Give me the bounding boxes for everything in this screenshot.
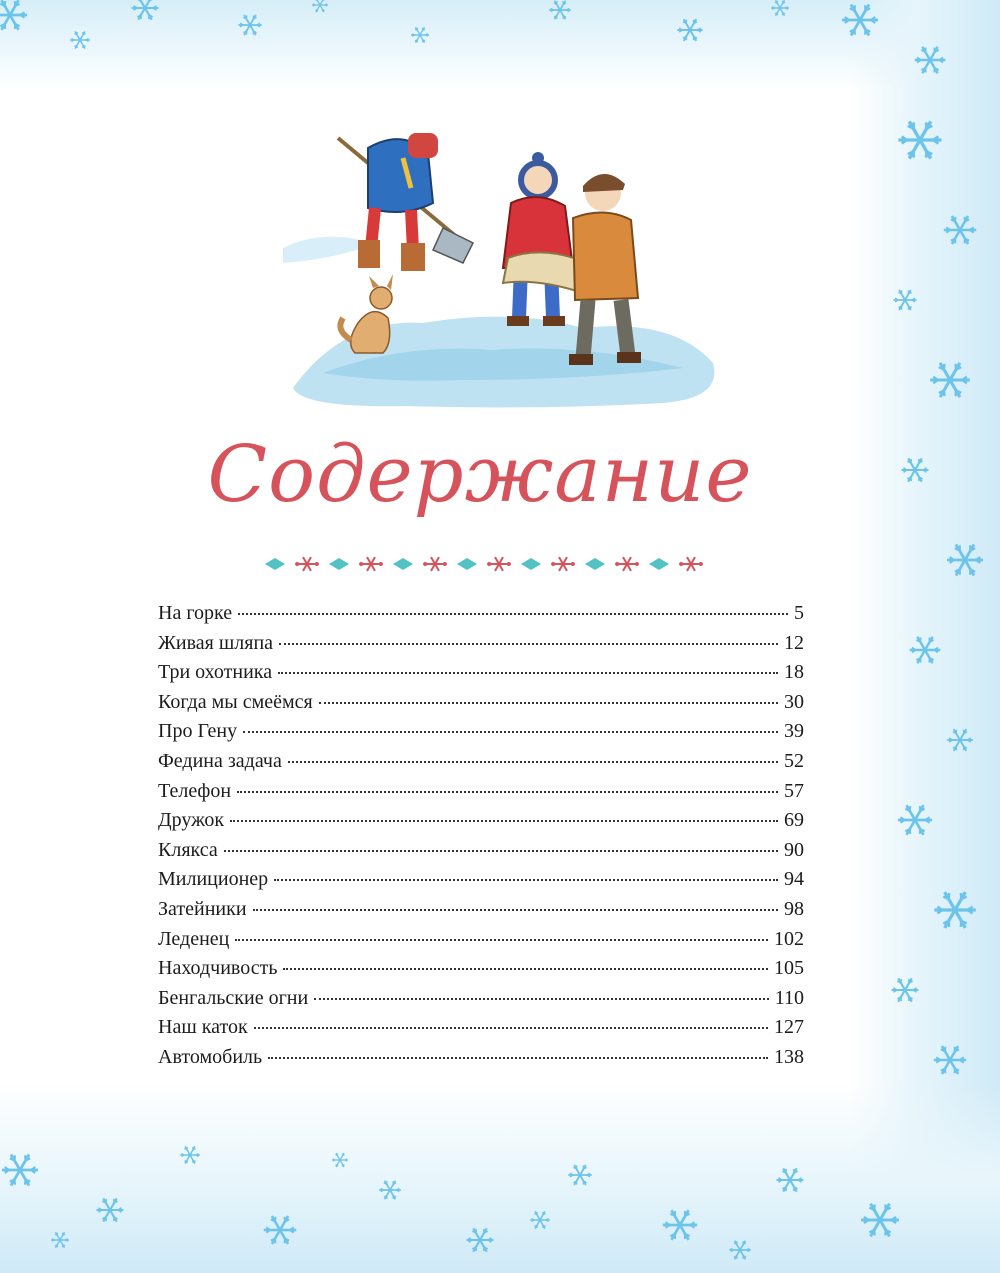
snowflake-icon — [567, 1162, 593, 1188]
toc-entry-title: Когда мы смеёмся — [158, 690, 313, 713]
toc-entry-page-number: 30 — [784, 690, 804, 713]
snowflake-icon — [896, 801, 934, 839]
toc-entry-page-number: 5 — [794, 602, 804, 624]
toc-dot-leader — [235, 939, 768, 941]
snowflake-icon — [378, 1178, 402, 1202]
toc-entry[interactable] — [158, 1046, 804, 1076]
red-snowflake-icon — [491, 557, 507, 571]
toc-entry-page-number: 105 — [774, 957, 804, 980]
toc-entry-page-number: 127 — [774, 1016, 804, 1039]
toc-entry[interactable] — [158, 691, 804, 721]
toc-entry[interactable] — [158, 898, 804, 928]
snowflake-icon — [890, 975, 920, 1005]
toc-entry-page-number: 39 — [784, 720, 804, 743]
snowflake-icon — [179, 1144, 201, 1166]
toc-dot-leader — [283, 968, 768, 970]
toc-dot-leader — [279, 643, 778, 645]
toc-entry-title: Живая шляпа — [158, 631, 274, 654]
snowflake-icon — [311, 0, 329, 14]
snowflake-icon — [676, 16, 704, 44]
toc-entry[interactable] — [158, 809, 804, 839]
toc-entry[interactable] — [158, 602, 804, 632]
snowflake-icon — [95, 1195, 125, 1225]
snowflake-icon — [728, 1238, 752, 1262]
red-dot-icon — [379, 562, 383, 566]
children-shoveling-snow-illustration — [283, 118, 723, 410]
toc-dot-leader — [230, 820, 778, 822]
snowflake-icon — [775, 1165, 805, 1195]
dog-figure — [340, 274, 393, 353]
toc-entry-page-number: 138 — [774, 1045, 804, 1068]
red-dot-icon — [615, 562, 619, 566]
toc-dot-leader — [254, 1027, 768, 1029]
red-snowflake-icon — [427, 557, 443, 571]
snowflake-icon — [896, 116, 944, 164]
snowflake-icon — [237, 12, 263, 38]
toc-entry-title: Дружок — [158, 809, 225, 832]
snowflake-icon — [0, 1150, 40, 1190]
toc-entry-title: Находчивость — [158, 957, 278, 980]
toc-entry-page-number: 110 — [774, 986, 804, 1009]
snowflake-icon — [913, 43, 947, 77]
page-title: Содержание — [207, 430, 753, 520]
toc-entry[interactable] — [158, 987, 804, 1017]
snowflake-icon — [661, 1206, 699, 1244]
red-dot-icon — [635, 562, 639, 566]
toc-entry[interactable] — [158, 1016, 804, 1046]
toc-entry-page-number: 98 — [784, 897, 804, 920]
toc-entry-title: Автомобиль — [158, 1045, 263, 1068]
toc-entry[interactable] — [158, 720, 804, 750]
snowflake-icon — [928, 358, 972, 402]
toc-entry-title: Леденец — [158, 927, 230, 950]
snowflake-icon — [529, 1209, 551, 1231]
snowflake-icon — [770, 0, 790, 18]
toc-dot-leader — [268, 1057, 768, 1059]
snowflake-icon — [840, 0, 880, 40]
toc-entry[interactable] — [158, 839, 804, 869]
red-dot-icon — [359, 562, 363, 566]
snowflake-icon — [946, 726, 974, 754]
child-in-red-coat-figure — [503, 152, 573, 326]
toc-entry-title: Затейники — [158, 897, 247, 920]
snowflake-icon — [942, 212, 978, 248]
table-of-contents — [158, 602, 804, 1076]
teal-diamond-icon — [585, 558, 605, 570]
toc-entry-page-number: 57 — [784, 779, 804, 802]
toc-entry-page-number: 69 — [784, 809, 804, 832]
toc-entry-title: Федина задача — [158, 749, 282, 772]
snowflake-icon — [945, 540, 985, 580]
red-snowflake-icon — [619, 557, 635, 571]
snowflake-icon — [50, 1230, 70, 1250]
ornamental-divider — [265, 553, 705, 575]
toc-dot-leader — [224, 850, 778, 852]
red-snowflake-icon — [683, 557, 699, 571]
red-snowflake-icon — [299, 557, 315, 571]
red-dot-icon — [315, 562, 319, 566]
snowflake-icon — [331, 1151, 349, 1169]
toc-entry[interactable] — [158, 780, 804, 810]
red-dot-icon — [551, 562, 555, 566]
snowflake-icon — [69, 29, 91, 51]
red-dot-icon — [423, 562, 427, 566]
toc-dot-leader — [319, 702, 778, 704]
toc-dot-leader — [238, 613, 788, 615]
toc-entry-title: Три охотника — [158, 661, 273, 684]
toc-entry-title: Бенгальские огни — [158, 986, 309, 1009]
snowflake-icon — [0, 0, 29, 34]
snowflake-icon — [130, 0, 160, 23]
snowflake-icon — [932, 1042, 968, 1078]
toc-entry-title: Наш каток — [158, 1016, 248, 1039]
snowflake-icon — [465, 1225, 495, 1255]
snowflake-icon — [548, 0, 572, 22]
red-dot-icon — [699, 562, 703, 566]
teal-diamond-icon — [521, 558, 541, 570]
toc-entry-title: Телефон — [158, 779, 232, 802]
teal-diamond-icon — [457, 558, 477, 570]
toc-entry-page-number: 94 — [784, 868, 804, 891]
snowflake-icon — [262, 1212, 298, 1248]
toc-dot-leader — [243, 731, 778, 733]
snowflake-icon — [859, 1199, 901, 1241]
red-dot-icon — [443, 562, 447, 566]
red-snowflake-icon — [363, 557, 379, 571]
teal-diamond-icon — [393, 558, 413, 570]
teal-diamond-icon — [329, 558, 349, 570]
snowflake-icon — [908, 633, 942, 667]
red-dot-icon — [507, 562, 511, 566]
toc-entry-page-number: 102 — [774, 927, 804, 950]
red-dot-icon — [487, 562, 491, 566]
toc-dot-leader — [314, 998, 769, 1000]
toc-dot-leader — [274, 879, 778, 881]
toc-entry[interactable] — [158, 868, 804, 898]
toc-entry-page-number: 90 — [784, 838, 804, 861]
toc-entry[interactable] — [158, 928, 804, 958]
toc-entry-title: На горке — [158, 602, 233, 624]
snowflake-icon — [932, 887, 978, 933]
toc-entry-title: Милиционер — [158, 868, 269, 891]
toc-dot-leader — [288, 761, 778, 763]
red-dot-icon — [295, 562, 299, 566]
snowy-frame-bottom — [0, 1083, 1000, 1273]
teal-diamond-icon — [265, 558, 285, 570]
toc-entry-page-number: 18 — [784, 661, 804, 684]
snowflake-icon — [410, 25, 430, 45]
toc-dot-leader — [237, 791, 778, 793]
toc-dot-leader — [278, 672, 778, 674]
red-dot-icon — [679, 562, 683, 566]
child-with-shovel-figure — [338, 133, 473, 271]
toc-entry-title: Клякса — [158, 838, 218, 861]
toc-entry-title: Про Гену — [158, 720, 238, 743]
red-snowflake-icon — [555, 557, 571, 571]
toc-entry[interactable] — [158, 661, 804, 691]
toc-entry-page-number: 52 — [784, 749, 804, 772]
teal-diamond-icon — [649, 558, 669, 570]
toc-entry[interactable] — [158, 632, 804, 662]
toc-entry[interactable] — [158, 750, 804, 780]
red-dot-icon — [571, 562, 575, 566]
toc-entry-page-number: 12 — [784, 631, 804, 654]
toc-dot-leader — [253, 909, 778, 911]
snowflake-icon — [892, 287, 918, 313]
toc-entry[interactable] — [158, 957, 804, 987]
